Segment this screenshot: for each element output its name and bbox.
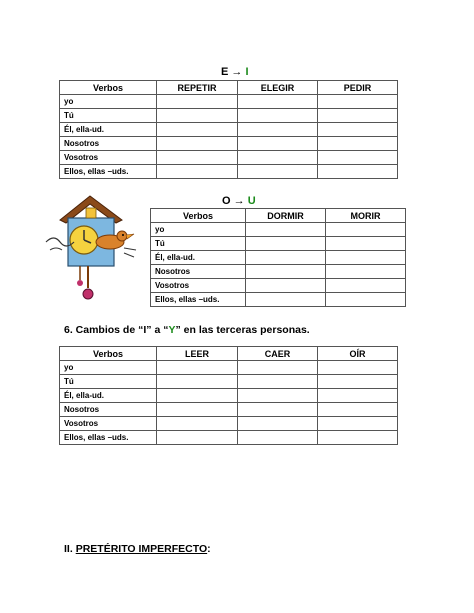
answer-cell[interactable] [157,403,238,417]
pronoun-cell: Tú [60,109,157,123]
answer-cell[interactable] [246,251,326,265]
pronoun-cell: yo [60,361,157,375]
table-row [60,137,398,151]
table-row [60,95,398,109]
pronoun-cell: yo [60,95,157,109]
answer-cell[interactable] [318,165,398,179]
answer-cell[interactable] [238,361,318,375]
answer-cell[interactable] [246,223,326,237]
answer-cell[interactable] [318,431,398,445]
answer-cell[interactable] [157,361,238,375]
table-row [151,279,406,293]
section2-number: II. [64,543,73,555]
table1-header-cell: PEDIR [318,81,398,95]
table3-i-to-y [59,346,398,445]
table-row [60,123,398,137]
table2-title [222,195,256,207]
answer-cell[interactable] [326,293,406,307]
answer-cell[interactable] [238,389,318,403]
answer-cell[interactable] [326,237,406,251]
table1-title [221,66,249,78]
table3-header-cell: Verbos [60,347,157,361]
answer-cell[interactable] [318,361,398,375]
answer-cell[interactable] [238,95,318,109]
table-row [60,431,398,445]
table-row [151,251,406,265]
answer-cell[interactable] [246,279,326,293]
pronoun-cell: Ellos, ellas –uds. [60,431,157,445]
table3-header-cell: OÍR [318,347,398,361]
table-row [60,109,398,123]
answer-cell[interactable] [157,417,238,431]
answer-cell[interactable] [246,293,326,307]
table2-title-right: U [247,195,256,207]
table-row [60,417,398,431]
table3-header-cell: CAER [238,347,318,361]
section6-heading [64,324,310,336]
pronoun-cell: Nosotros [60,403,157,417]
answer-cell[interactable] [238,109,318,123]
table1-header-row [60,81,398,95]
pronoun-cell: Ellos, ellas –uds. [60,165,157,179]
answer-cell[interactable] [238,151,318,165]
section2-heading [64,543,211,555]
table-row [151,223,406,237]
table-row [151,237,406,251]
answer-cell[interactable] [246,265,326,279]
cuckoo-clock-illustration [40,190,140,305]
table1-e-to-i [59,80,398,179]
table-row [151,265,406,279]
arrow-icon: → [233,195,245,207]
answer-cell[interactable] [157,109,238,123]
answer-cell[interactable] [157,95,238,109]
section6-letter-y: Y [168,324,176,336]
table2-o-to-u [150,208,406,307]
answer-cell[interactable] [157,431,238,445]
table-row [60,165,398,179]
answer-cell[interactable] [326,279,406,293]
table-row [60,361,398,375]
table3-header-cell: LEER [157,347,238,361]
answer-cell[interactable] [238,403,318,417]
pronoun-cell: yo [151,223,246,237]
table2-title-left: O [222,195,231,207]
arrow-icon: → [231,66,243,78]
answer-cell[interactable] [326,251,406,265]
answer-cell[interactable] [318,389,398,403]
pronoun-cell: Tú [151,237,246,251]
pronoun-cell: Tú [60,375,157,389]
answer-cell[interactable] [318,403,398,417]
table3-header-row [60,347,398,361]
section6-suffix: ” en las terceras personas. [175,324,310,336]
section6-letter-i: I [143,324,147,336]
table2-header-cell: Verbos [151,209,246,223]
answer-cell[interactable] [318,137,398,151]
answer-cell[interactable] [157,375,238,389]
pronoun-cell: Ellos, ellas –uds. [151,293,246,307]
pronoun-cell: Vosotros [151,279,246,293]
answer-cell[interactable] [157,389,238,403]
table-row [60,389,398,403]
answer-cell[interactable] [238,375,318,389]
table-row [60,403,398,417]
table-row [60,375,398,389]
pronoun-cell: Nosotros [60,137,157,151]
answer-cell[interactable] [157,137,238,151]
answer-cell[interactable] [246,237,326,251]
table-row [151,293,406,307]
table-row [60,151,398,165]
answer-cell[interactable] [318,123,398,137]
pronoun-cell: Él, ella-ud. [60,389,157,403]
answer-cell[interactable] [157,151,238,165]
answer-cell[interactable] [238,165,318,179]
table2-header-cell: DORMIR [246,209,326,223]
section6-middle: ” a “ [146,324,169,336]
answer-cell[interactable] [318,151,398,165]
answer-cell[interactable] [157,123,238,137]
pronoun-cell: Él, ella-ud. [151,251,246,265]
answer-cell[interactable] [318,95,398,109]
pronoun-cell: Él, ella-ud. [60,123,157,137]
section2-title: PRETÉRITO IMPERFECTO [75,543,208,555]
table2-header-cell: MORIR [326,209,406,223]
answer-cell[interactable] [318,375,398,389]
pronoun-cell: Nosotros [151,265,246,279]
answer-cell[interactable] [318,109,398,123]
table1-header-cell: ELEGIR [238,81,318,95]
pronoun-cell: Vosotros [60,151,157,165]
table1-header-cell: REPETIR [157,81,238,95]
section6-prefix: 6. Cambios de “ [64,324,144,336]
answer-cell[interactable] [238,431,318,445]
table1-title-right: I [245,66,249,78]
answer-cell[interactable] [238,123,318,137]
section2-colon: : [207,543,211,555]
table1-title-left: E [221,66,229,78]
answer-cell[interactable] [238,417,318,431]
answer-cell[interactable] [318,417,398,431]
answer-cell[interactable] [326,265,406,279]
answer-cell[interactable] [238,137,318,151]
pronoun-cell: Vosotros [60,417,157,431]
table1-header-cell: Verbos [60,81,157,95]
table2-header-row [151,209,406,223]
answer-cell[interactable] [157,165,238,179]
answer-cell[interactable] [326,223,406,237]
